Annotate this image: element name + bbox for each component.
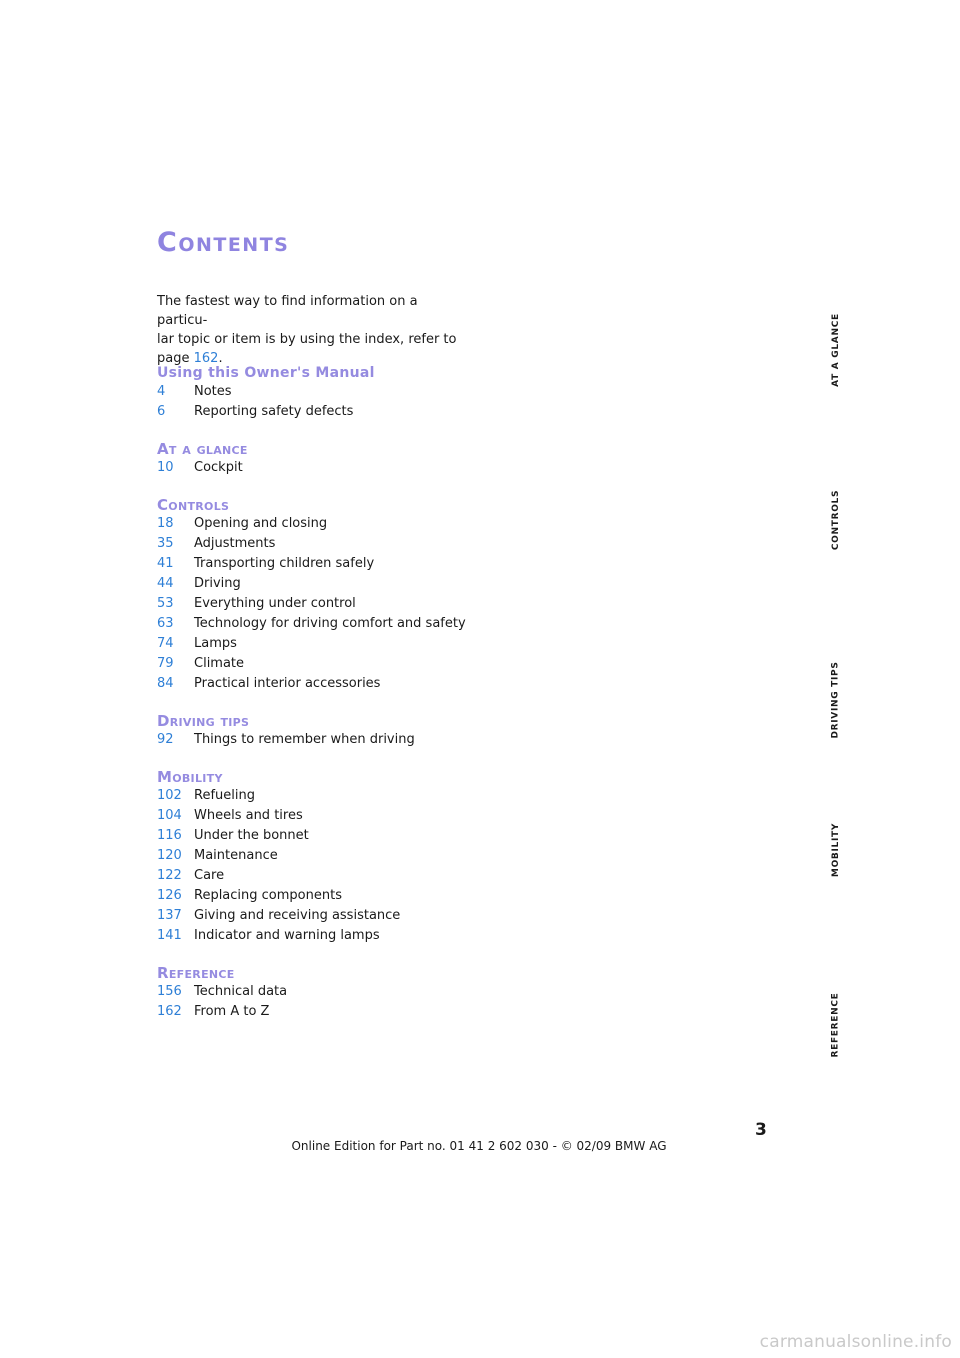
toc-entry-page-link[interactable]: 44 <box>157 576 174 591</box>
toc-entry-page-link[interactable]: 120 <box>157 848 182 863</box>
side-tab[interactable] <box>826 655 846 745</box>
toc-entry-list <box>157 383 487 421</box>
footer-note <box>0 1139 960 1153</box>
watermark: carmanualsonline.info <box>759 1332 952 1352</box>
toc-entry-title: Notes <box>194 384 232 399</box>
intro-line-1: The fastest way to find information on a particu- <box>157 294 418 328</box>
toc-entry[interactable] <box>157 927 487 945</box>
section-heading: Using this Owner's Manual <box>157 365 375 381</box>
side-tab-label: MOBILITY <box>831 822 841 878</box>
toc-entry-title: Technical data <box>194 984 288 999</box>
toc-section <box>157 439 487 477</box>
section-spacer <box>157 947 487 963</box>
toc-entry-title: Lamps <box>194 636 237 651</box>
toc-entry-title: Giving and receiving assistance <box>194 908 401 923</box>
intro-line-3-suffix: . <box>218 351 223 366</box>
toc-entry-page-link[interactable]: 41 <box>157 556 174 571</box>
toc-entry-page-link[interactable]: 35 <box>157 536 174 551</box>
toc-entry-page-link[interactable]: 84 <box>157 676 174 691</box>
toc-entry-list <box>157 731 487 749</box>
toc-entry-title: Driving <box>194 576 241 591</box>
toc-entry-page-link[interactable]: 63 <box>157 616 174 631</box>
toc-entry-page-link[interactable]: 156 <box>157 984 182 999</box>
toc-entry-title: Opening and closing <box>194 516 328 531</box>
toc-entry-list <box>157 459 487 477</box>
toc-entry-list <box>157 515 487 693</box>
toc-entry-page-link[interactable]: 18 <box>157 516 174 531</box>
toc-entry[interactable] <box>157 575 487 593</box>
toc-entry-page-link[interactable]: 162 <box>157 1004 182 1019</box>
toc-entry-title: Things to remember when driving <box>194 732 415 747</box>
toc-entry-page-link[interactable]: 74 <box>157 636 174 651</box>
side-tab[interactable] <box>826 485 846 555</box>
toc-entry-page-link[interactable]: 10 <box>157 460 174 475</box>
toc-entry-title: Refueling <box>194 788 255 803</box>
toc-entry[interactable] <box>157 615 487 633</box>
toc-entry-page-link[interactable]: 141 <box>157 928 182 943</box>
toc-entry-page-link[interactable]: 137 <box>157 908 182 923</box>
toc-entry-page-link[interactable]: 4 <box>157 384 166 399</box>
toc-entry[interactable] <box>157 675 487 693</box>
toc-entry-title: Maintenance <box>194 848 278 863</box>
side-tab[interactable] <box>826 820 846 880</box>
toc-entry[interactable] <box>157 635 487 653</box>
toc-entry[interactable] <box>157 847 487 865</box>
toc-entry-list <box>157 787 487 945</box>
toc-entry-list <box>157 983 487 1021</box>
toc-entry[interactable] <box>157 1003 487 1021</box>
toc-entry-title: Everything under control <box>194 596 356 611</box>
toc-section <box>157 767 487 945</box>
toc-entry[interactable] <box>157 655 487 673</box>
toc-entry[interactable] <box>157 827 487 845</box>
toc-entry-page-link[interactable]: 102 <box>157 788 182 803</box>
side-tab-label: DRIVING TIPS <box>831 661 841 739</box>
toc-entry-page-link[interactable]: 6 <box>157 404 166 419</box>
toc-entry-title: Adjustments <box>194 536 276 551</box>
toc-entry-title: Care <box>194 868 225 883</box>
toc-entry[interactable] <box>157 867 487 885</box>
toc-entry[interactable] <box>157 887 487 905</box>
toc-entry-page-link[interactable]: 92 <box>157 732 174 747</box>
toc-section <box>157 363 487 421</box>
toc-entry-page-link[interactable]: 104 <box>157 808 182 823</box>
intro-line-3-prefix: page <box>157 351 190 366</box>
page-number: 3 <box>755 1120 767 1140</box>
section-spacer <box>157 751 487 767</box>
toc-entry[interactable] <box>157 595 487 613</box>
side-tab[interactable] <box>826 315 846 385</box>
toc-entry[interactable] <box>157 383 487 401</box>
side-tab-label: CONTROLS <box>831 489 842 551</box>
toc-entry-title: Transporting children safely <box>194 556 375 571</box>
section-heading: Mobility <box>157 768 223 786</box>
footer-text: Online Edition for Part no. 01 41 2 602 030 - © 02/09 BMW AG <box>291 1139 667 1153</box>
toc-entry-title: Climate <box>194 656 245 671</box>
index-page-link[interactable]: 162 <box>193 351 219 366</box>
section-spacer <box>157 695 487 711</box>
intro-paragraph <box>157 292 457 368</box>
toc-entry[interactable] <box>157 787 487 805</box>
section-heading: Controls <box>157 496 230 514</box>
toc-entry[interactable] <box>157 459 487 477</box>
side-tab-label: AT A GLANCE <box>831 313 841 387</box>
toc-entry-title: From A to Z <box>194 1004 270 1019</box>
side-tab[interactable] <box>826 985 846 1065</box>
toc-entry-title: Wheels and tires <box>194 808 303 823</box>
table-of-contents <box>157 363 487 1023</box>
toc-entry-title: Under the bonnet <box>194 828 309 843</box>
section-heading: Driving tips <box>157 712 250 730</box>
toc-entry-page-link[interactable]: 79 <box>157 656 174 671</box>
toc-entry[interactable] <box>157 555 487 573</box>
page-title: Contents <box>157 227 290 258</box>
toc-entry[interactable] <box>157 535 487 553</box>
toc-entry-title: Replacing components <box>194 888 342 903</box>
toc-entry-title: Practical interior accessories <box>194 676 381 691</box>
toc-section <box>157 963 487 1021</box>
toc-entry-page-link[interactable]: 122 <box>157 868 182 883</box>
toc-entry[interactable] <box>157 515 487 533</box>
toc-entry-title: Technology for driving comfort and safety <box>194 616 466 631</box>
side-tab-label: REFERENCE <box>831 992 842 1058</box>
toc-section <box>157 711 487 749</box>
toc-entry[interactable] <box>157 403 487 421</box>
toc-entry-page-link[interactable]: 126 <box>157 888 182 903</box>
section-spacer <box>157 423 487 439</box>
toc-entry-title: Cockpit <box>194 460 243 475</box>
toc-entry-page-link[interactable]: 53 <box>157 596 174 611</box>
toc-entry[interactable] <box>157 907 487 925</box>
toc-entry-page-link[interactable]: 116 <box>157 828 182 843</box>
section-heading: At a glance <box>157 440 248 458</box>
side-tab-strip <box>826 300 846 1060</box>
intro-line-2: lar topic or item is by using the index, refer to <box>157 332 457 347</box>
toc-entry[interactable] <box>157 983 487 1001</box>
toc-section <box>157 495 487 693</box>
toc-entry[interactable] <box>157 731 487 749</box>
section-spacer <box>157 479 487 495</box>
section-heading: Reference <box>157 964 235 982</box>
toc-entry[interactable] <box>157 807 487 825</box>
toc-entry-title: Reporting safety defects <box>194 404 354 419</box>
toc-entry-title: Indicator and warning lamps <box>194 928 380 943</box>
